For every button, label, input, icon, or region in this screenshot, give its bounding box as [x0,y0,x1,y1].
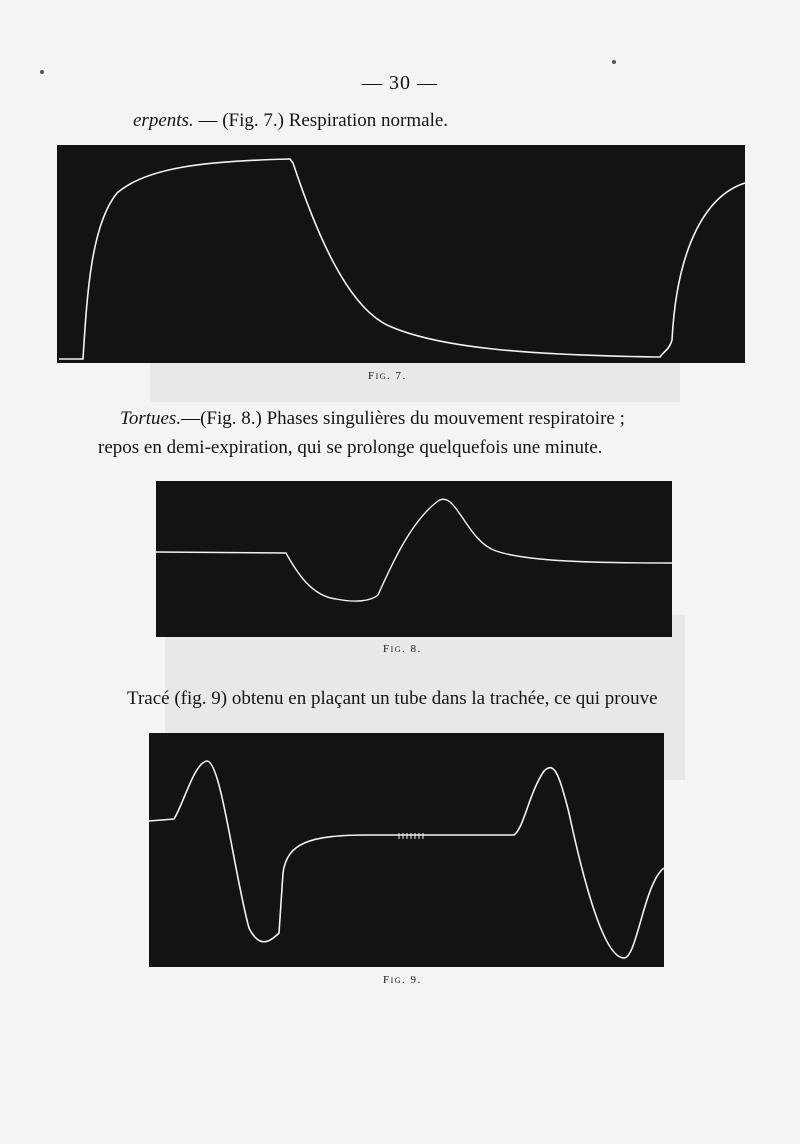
fig8-heading-italic: Tortues. [120,408,182,429]
fig8-trace-panel [156,481,672,637]
fig8-caption: Fig. 8. [383,643,422,655]
fig7-heading-rest: — (Fig. 7.) Respiration normale. [193,110,449,131]
fig9-trace-svg [149,733,664,967]
fig7-trace-line [59,159,745,359]
bleed-through-shade [150,362,680,402]
fig7-heading [133,110,448,132]
fig7-trace-panel [57,145,745,363]
fig7-heading-italic: erpents. [133,110,194,131]
fig8-heading [120,408,625,430]
fig9-caption: Fig. 9. [383,974,422,986]
fig9-trace-panel [149,733,664,967]
fig9-tick-marks [399,833,423,839]
fig8-trace-line [156,499,672,601]
fig8-trace-svg [156,481,672,637]
page-number: — 30 — [362,72,438,94]
fig7-trace-svg [57,145,745,363]
fig9-heading: Tracé (fig. 9) obtenu en plaçant un tube dans la trachée, ce qui prouve [127,688,658,709]
fig8-heading-line2: repos en demi-expiration, qui se prolonge quelquefois une minute. [98,437,603,458]
fig9-trace-line [149,761,664,958]
fig7-caption: Fig. 7. [368,370,407,382]
fig8-heading-rest: —(Fig. 8.) Phases singulières du mouvement respiratoire ; [181,408,625,429]
speck [612,60,616,64]
